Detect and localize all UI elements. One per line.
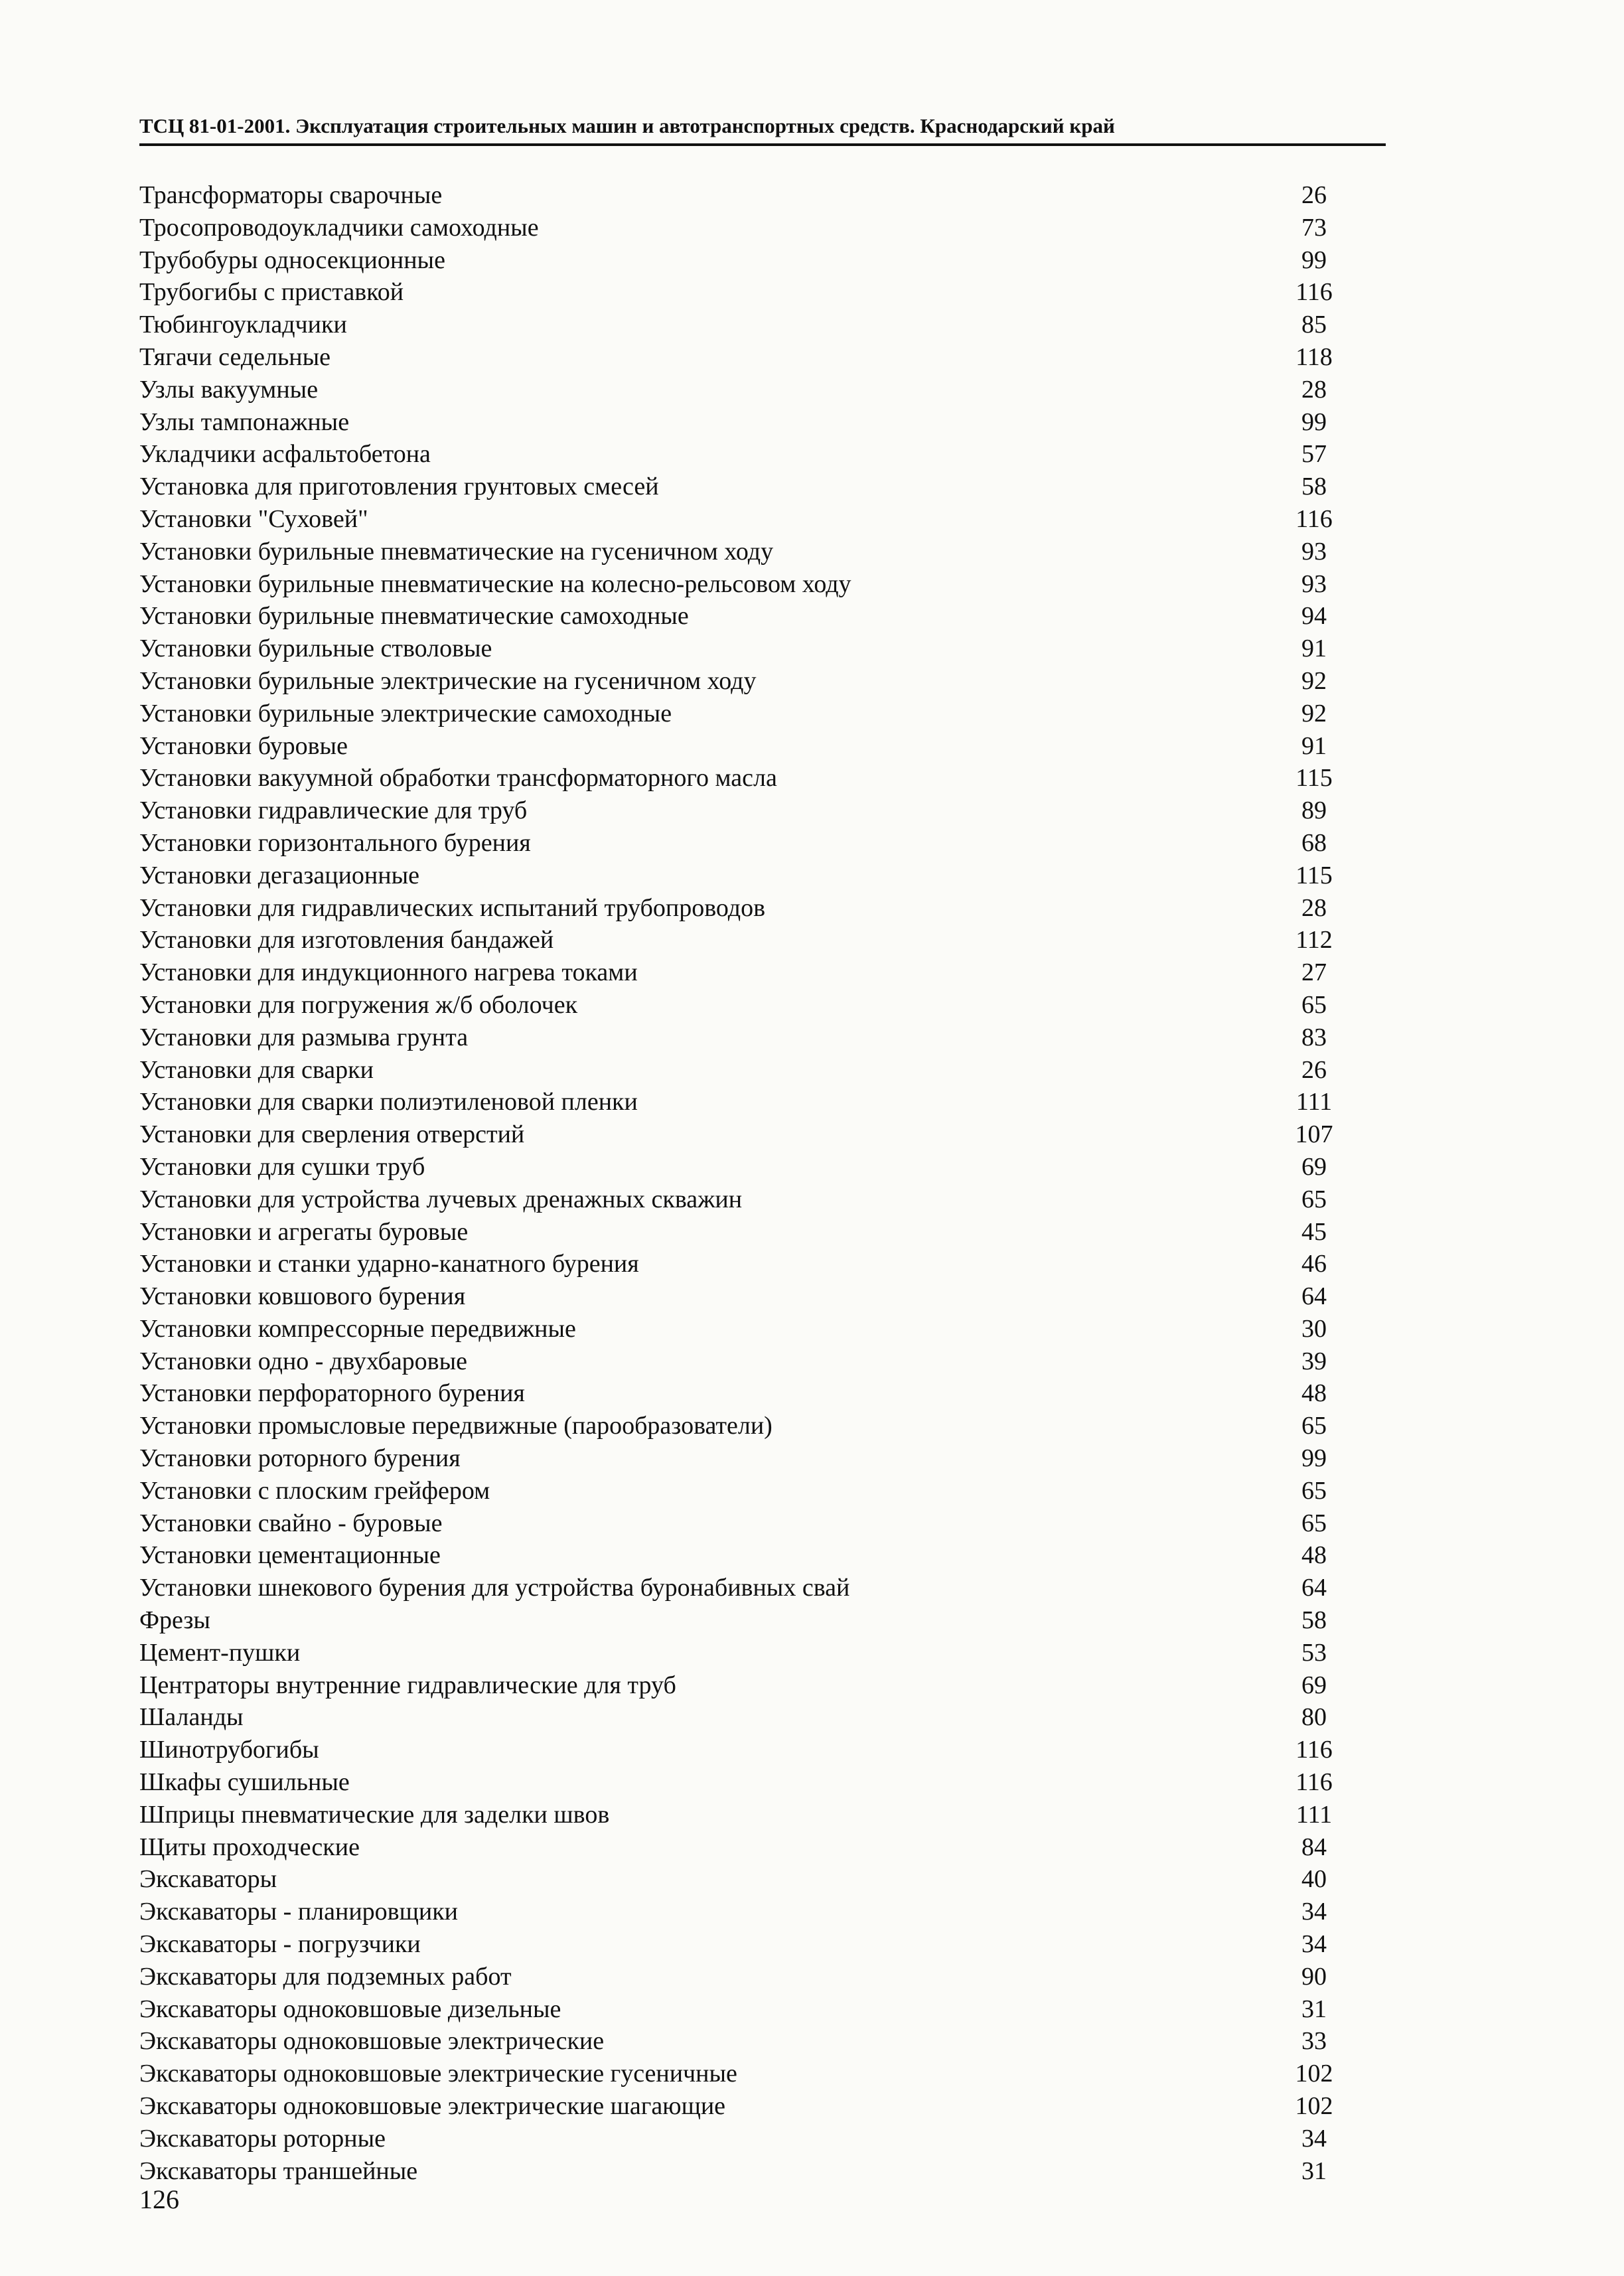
index-term: Щиты проходческие	[139, 1833, 360, 1861]
index-term: Установки "Суховей"	[139, 504, 368, 533]
index-entry	[139, 1022, 1347, 1054]
index-term: Установки для устройства лучевых дренажных скважин	[139, 1185, 743, 1213]
index-entry	[139, 1734, 1347, 1766]
index-page-ref: 64	[1301, 1574, 1327, 1602]
index-term: Установки с плоским грейфером	[139, 1476, 490, 1505]
index-page-ref: 65	[1301, 1185, 1327, 1213]
index-entry	[139, 1928, 1347, 1961]
index-page-ref: 40	[1301, 1865, 1327, 1894]
index-page-ref: 39	[1301, 1347, 1327, 1375]
index-term: Экскаваторы одноковшовые электрические гусеничные	[139, 2060, 737, 2088]
index-entry	[139, 1799, 1347, 1831]
index-page-ref: 65	[1301, 990, 1327, 1019]
index-entry	[139, 730, 1347, 763]
index-page-ref: 58	[1301, 1606, 1327, 1635]
index-entry	[139, 1604, 1347, 1637]
index-term: Установки перфораторного бурения	[139, 1379, 525, 1408]
index-term: Установки для индукционного нагрева токами	[139, 958, 638, 987]
index-entry	[139, 795, 1347, 827]
index-term: Установки бурильные пневматические самоходные	[139, 602, 689, 631]
index-page-ref: 45	[1301, 1217, 1327, 1246]
index-term: Трансформаторы сварочные	[139, 181, 443, 209]
header-rule	[139, 143, 1386, 146]
index-page-ref: 84	[1301, 1833, 1327, 1861]
index-entry	[139, 1442, 1347, 1475]
index-page-ref: 28	[1301, 375, 1327, 404]
index-entry	[139, 1183, 1347, 1216]
index-term: Установки гидравлические для труб	[139, 797, 528, 825]
index-term: Установки бурильные электрические самоходные	[139, 699, 672, 727]
index-page-ref: 73	[1301, 213, 1327, 242]
index-page-ref: 99	[1301, 1444, 1327, 1473]
index-term: Установки промысловые передвижные (парообразователи)	[139, 1412, 773, 1440]
index-entry	[139, 1216, 1347, 1249]
index-entry	[139, 2025, 1347, 2058]
index-term: Установки для сварки	[139, 1055, 374, 1084]
index-term: Установки шнекового бурения для устройства буронабивных свай	[139, 1574, 850, 1602]
index-term: Тюбингоукладчики	[139, 311, 347, 339]
index-entry	[139, 1896, 1347, 1928]
index-entry	[139, 1248, 1347, 1280]
index-page-ref: 31	[1301, 1995, 1327, 2023]
index-term: Установки ковшового бурения	[139, 1282, 466, 1311]
index-entry	[139, 989, 1347, 1022]
index-page-ref: 116	[1295, 278, 1333, 307]
index-page-ref: 65	[1301, 1412, 1327, 1440]
index-entry	[139, 406, 1347, 439]
index-page-ref: 34	[1301, 1898, 1327, 1926]
index-page-ref: 48	[1301, 1379, 1327, 1408]
index-term: Установки для погружения ж/б оболочек	[139, 990, 578, 1019]
index-page-ref: 65	[1301, 1509, 1327, 1537]
index-term: Установки бурильные электрические на гусеничном ходу	[139, 666, 757, 695]
running-header: ТСЦ 81-01-2001. Эксплуатация строительных машин и автотранспортных средств. Краснодарский край	[139, 114, 1115, 137]
index-entry	[139, 179, 1347, 212]
index-entry	[139, 503, 1347, 536]
index-page-ref: 93	[1301, 569, 1327, 598]
index-entry	[139, 1831, 1347, 1864]
index-term: Узлы тампонажные	[139, 408, 350, 436]
index-entry	[139, 1377, 1347, 1410]
index-page-ref: 33	[1301, 2027, 1327, 2056]
index-term: Установки дегазационные	[139, 861, 419, 889]
index-term: Экскаваторы роторные	[139, 2124, 386, 2153]
index-entry	[139, 665, 1347, 698]
index-term: Установки бурильные стволовые	[139, 635, 492, 663]
index-term: Экскаваторы одноковшовые электрические	[139, 2027, 605, 2056]
index-page-ref: 107	[1295, 1120, 1333, 1149]
index-page-ref: 112	[1295, 926, 1333, 954]
index-entry	[139, 568, 1347, 601]
index-term: Узлы вакуумные	[139, 375, 319, 404]
index-page-ref: 26	[1301, 181, 1327, 209]
index-entry	[139, 1475, 1347, 1507]
index-term: Установки для изготовления бандажей	[139, 926, 554, 954]
index-term: Фрезы	[139, 1606, 210, 1635]
index-entry	[139, 309, 1347, 341]
index-term: Тросопроводоукладчики самоходные	[139, 213, 539, 242]
index-term: Установки и агрегаты буровые	[139, 1217, 469, 1246]
index-entry	[139, 892, 1347, 925]
index-page-ref: 58	[1301, 473, 1327, 501]
index-entry	[139, 2155, 1347, 2188]
index-term: Шкафы сушильные	[139, 1768, 350, 1797]
index-term: Экскаваторы траншейные	[139, 2157, 418, 2185]
index-entry	[139, 2090, 1347, 2123]
index-entry	[139, 2123, 1347, 2155]
index-entry	[139, 1572, 1347, 1604]
index-entry	[139, 1961, 1347, 1993]
index-term: Установки для сверления отверстий	[139, 1120, 525, 1149]
index-page-ref: 116	[1295, 1736, 1333, 1764]
index-page-ref: 27	[1301, 958, 1327, 987]
index-page-ref: 116	[1295, 504, 1333, 533]
index-page-ref: 31	[1301, 2157, 1327, 2185]
index-entry	[139, 600, 1347, 633]
index-term: Установки для сушки труб	[139, 1152, 425, 1181]
index-term: Тягачи седельные	[139, 342, 331, 371]
index-entry	[139, 1766, 1347, 1799]
index-term: Установки для сварки полиэтиленовой пленки	[139, 1088, 638, 1116]
index-entry	[139, 956, 1347, 989]
index-entry	[139, 2058, 1347, 2090]
index-page-ref: 28	[1301, 893, 1327, 922]
index-entry	[139, 1863, 1347, 1896]
index-term: Установки вакуумной обработки трансформаторного масла	[139, 764, 777, 793]
index-page-ref: 30	[1301, 1314, 1327, 1343]
index-entry	[139, 633, 1347, 665]
index-term: Цемент-пушки	[139, 1638, 301, 1667]
index-entry	[139, 212, 1347, 244]
page-number: 126	[139, 2184, 179, 2214]
index-term: Установки бурильные пневматические на колесно-рельсовом ходу	[139, 569, 851, 598]
index-term: Центраторы внутренние гидравлические для труб	[139, 1671, 676, 1699]
index-page-ref: 53	[1301, 1638, 1327, 1667]
index-entry	[139, 1118, 1347, 1151]
index-page-ref: 65	[1301, 1476, 1327, 1505]
index-page-ref: 83	[1301, 1023, 1327, 1051]
index-page-ref: 91	[1301, 731, 1327, 760]
index-term: Установки для гидравлических испытаний трубопроводов	[139, 893, 766, 922]
index-page-ref: 68	[1301, 828, 1327, 857]
index-term: Экскаваторы одноковшовые электрические шагающие	[139, 2092, 726, 2121]
index-entry	[139, 860, 1347, 892]
index-page-ref: 80	[1301, 1703, 1327, 1732]
index-entry	[139, 438, 1347, 471]
index-page-ref: 99	[1301, 408, 1327, 436]
index-entry	[139, 341, 1347, 374]
index-term: Установки компрессорные передвижные	[139, 1314, 576, 1343]
index-term: Экскаваторы для подземных работ	[139, 1962, 512, 1991]
index-page-ref: 26	[1301, 1055, 1327, 1084]
index-entry	[139, 762, 1347, 795]
index-page-ref: 111	[1295, 1088, 1333, 1116]
index-page-ref: 116	[1295, 1768, 1333, 1797]
index-entry	[139, 1054, 1347, 1087]
index-term: Установки свайно - буровые	[139, 1509, 443, 1537]
index-page-ref: 48	[1301, 1541, 1327, 1570]
index-page-ref: 69	[1301, 1152, 1327, 1181]
index-entry	[139, 1280, 1347, 1313]
index-term: Шинотрубогибы	[139, 1736, 319, 1764]
index-page-ref: 91	[1301, 635, 1327, 663]
index-page-ref: 89	[1301, 797, 1327, 825]
index-term: Экскаваторы одноковшовые дизельные	[139, 1995, 561, 2023]
index-page-ref: 57	[1301, 440, 1327, 469]
index-entry	[139, 1507, 1347, 1540]
index-entry	[139, 924, 1347, 956]
index-page-ref: 102	[1295, 2092, 1333, 2121]
index-entry	[139, 1410, 1347, 1442]
index-page-ref: 115	[1295, 764, 1333, 793]
index-entry	[139, 1313, 1347, 1345]
index-term: Экскаваторы - погрузчики	[139, 1930, 421, 1959]
index-term: Установки роторного бурения	[139, 1444, 461, 1473]
index-entry	[139, 536, 1347, 568]
index-page-ref: 93	[1301, 537, 1327, 566]
index-term: Установки цементационные	[139, 1541, 441, 1570]
index-list	[139, 179, 1347, 2187]
index-entry	[139, 244, 1347, 277]
index-page-ref: 64	[1301, 1282, 1327, 1311]
index-entry	[139, 1345, 1347, 1378]
index-term: Установки для размыва грунта	[139, 1023, 469, 1051]
index-entry	[139, 1669, 1347, 1702]
index-entry	[139, 1993, 1347, 2026]
index-entry	[139, 698, 1347, 730]
index-page-ref: 34	[1301, 2124, 1327, 2153]
index-entry	[139, 1637, 1347, 1669]
index-entry	[139, 1701, 1347, 1734]
index-page-ref: 111	[1295, 1800, 1333, 1829]
index-entry	[139, 827, 1347, 860]
index-term: Укладчики асфальтобетона	[139, 440, 431, 469]
index-page-ref: 92	[1301, 699, 1327, 727]
index-page-ref: 118	[1295, 342, 1333, 371]
index-term: Установки горизонтального бурения	[139, 828, 531, 857]
index-term: Экскаваторы - планировщики	[139, 1898, 459, 1926]
index-entry	[139, 276, 1347, 309]
index-page-ref: 69	[1301, 1671, 1327, 1699]
index-term: Шаланды	[139, 1703, 244, 1732]
index-page-ref: 85	[1301, 311, 1327, 339]
index-entry	[139, 471, 1347, 503]
index-term: Установки бурильные пневматические на гусеничном ходу	[139, 537, 774, 566]
index-term: Установки и станки ударно-канатного бурения	[139, 1250, 639, 1278]
index-term: Установки одно - двухбаровые	[139, 1347, 468, 1375]
index-page-ref: 115	[1295, 861, 1333, 889]
index-entry	[139, 374, 1347, 406]
index-page-ref: 90	[1301, 1962, 1327, 1991]
index-term: Трубобуры односекционные	[139, 246, 445, 274]
index-term: Трубогибы с приставкой	[139, 278, 404, 307]
index-page-ref: 102	[1295, 2060, 1333, 2088]
index-page-ref: 94	[1301, 602, 1327, 631]
index-entry	[139, 1539, 1347, 1572]
index-term: Экскаваторы	[139, 1865, 277, 1894]
index-entry	[139, 1086, 1347, 1118]
index-page-ref: 34	[1301, 1930, 1327, 1959]
index-page-ref: 99	[1301, 246, 1327, 274]
index-term: Установка для приготовления грунтовых смесей	[139, 473, 659, 501]
index-term: Шприцы пневматические для заделки швов	[139, 1800, 610, 1829]
index-page-ref: 46	[1301, 1250, 1327, 1278]
index-entry	[139, 1151, 1347, 1183]
index-page-ref: 92	[1301, 666, 1327, 695]
index-term: Установки буровые	[139, 731, 348, 760]
